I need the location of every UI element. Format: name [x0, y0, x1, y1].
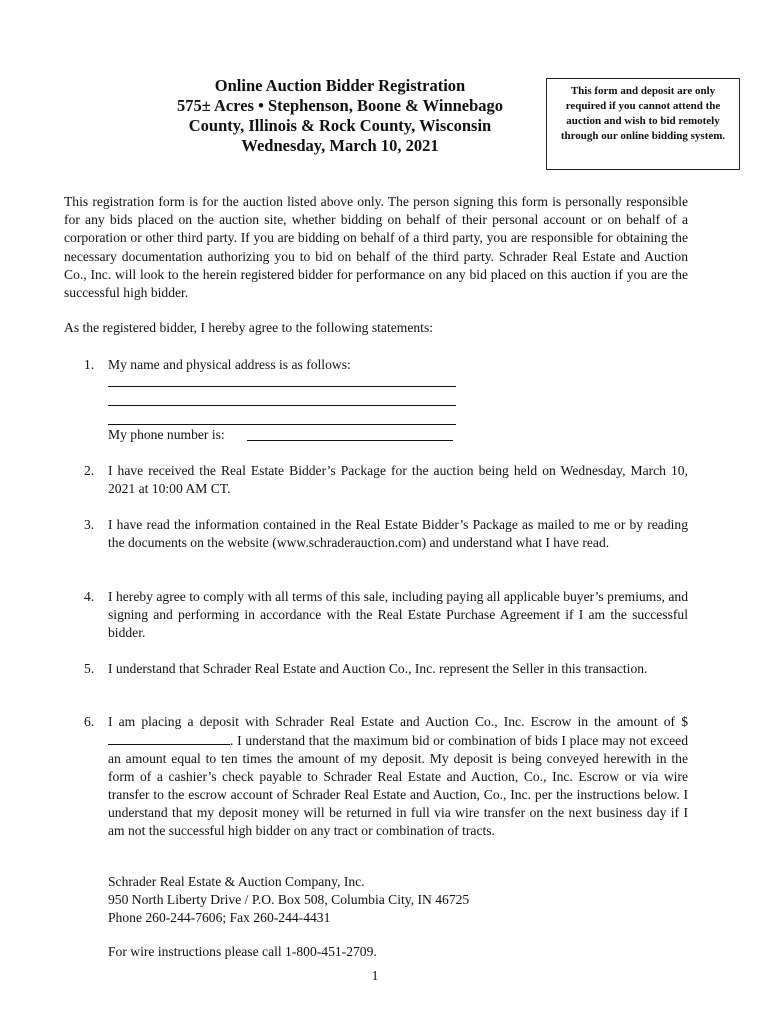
- phone-number-line[interactable]: [247, 440, 453, 441]
- address-line-2[interactable]: [108, 405, 456, 406]
- notice-text: This form and deposit are only required if you cannot attend the auction and wish to bid remotely through our online bidding system.: [560, 85, 726, 142]
- list-item-6: [84, 713, 688, 840]
- remote-bidding-notice: [546, 78, 740, 170]
- deposit-amount-blank[interactable]: [108, 731, 230, 745]
- intro-paragraph: This registration form is for the auction listed above only. The person signing this form is personally responsible for any bids placed on the auction site, whether bidding on behalf of their personal account or on behalf of a corporation or other third party. If you are bidding on behalf of a third party, you are responsible for obtaining the necessary documentation authorizing you to bid on behalf of the third party. Schrader Real Estate and Auction Co., Inc. will look to the herein registered bidder for performance on any bid placed on this auction if you are the successful high bidder.: [64, 194, 688, 301]
- item-text: My name and physical address is as follows:: [108, 357, 351, 372]
- item-number: 4.: [84, 589, 95, 604]
- list-item-5: [84, 660, 688, 678]
- title-line-1: Online Auction Bidder Registration: [214, 76, 466, 95]
- title-line-3: County, Illinois & Rock County, Wisconsin: [188, 116, 492, 135]
- page-number: 1: [371, 968, 379, 983]
- page-title: [150, 76, 530, 156]
- item-number: 6.: [84, 714, 95, 729]
- phone-label: My phone number is:: [108, 427, 225, 442]
- deposit-text-before: I am placing a deposit with Schrader Real Estate and Auction Co., Inc. Escrow in the amount of $: [108, 714, 688, 729]
- list-item-2: [84, 462, 688, 498]
- agreement-statement: As the registered bidder, I hereby agree to the following statements:: [64, 320, 434, 335]
- company-address: 950 North Liberty Drive / P.O. Box 508, Columbia City, IN 46725: [108, 892, 470, 907]
- item-number: 3.: [84, 517, 95, 532]
- item-text: I understand that Schrader Real Estate and Auction Co., Inc. represent the Seller in this transaction.: [108, 661, 648, 676]
- address-line-3[interactable]: [108, 424, 456, 425]
- item-number: 1.: [84, 357, 95, 372]
- list-item-1: [84, 356, 688, 374]
- deposit-text-after: . I understand that the maximum bid or combination of bids I place may not exceed an amount equal to ten times the amount of my deposit. My deposit is being conveyed herewith in the form of a cashier’s check payable to Schrader Real Estate and Auction, Co., Inc. Escrow or via wire transfer to the escrow account of Schrader Real Estate and Auction, Co., Inc. per the instructions below. I understand that my deposit money will be returned in full via wire transfer on the next business day if I am not the successful high bidder on any tract or combination of tracts.: [108, 733, 688, 838]
- company-phone: Phone 260-244-7606; Fax 260-244-4431: [108, 910, 331, 925]
- item-number: 2.: [84, 463, 95, 478]
- company-name: Schrader Real Estate & Auction Company, Inc.: [108, 874, 365, 889]
- title-line-2: 575± Acres • Stephenson, Boone & Winnebago: [176, 96, 504, 115]
- item-text: [108, 713, 688, 840]
- list-item-3: [84, 516, 688, 552]
- address-line-1[interactable]: [108, 386, 456, 387]
- item-number: 5.: [84, 661, 95, 676]
- title-line-4: Wednesday, March 10, 2021: [241, 136, 439, 155]
- wire-instructions: For wire instructions please call 1-800-451-2709.: [108, 944, 377, 959]
- item-text: I have read the information contained in the Real Estate Bidder’s Package as mailed to me or by reading the documents on the website (www.schraderauction.com) and understand what I have read.: [108, 517, 688, 550]
- list-item-4: [84, 588, 688, 642]
- item-text: I have received the Real Estate Bidder’s Package for the auction being held on Wednesday, March 10, 2021 at 10:00 AM CT.: [108, 463, 688, 496]
- company-contact: [108, 873, 668, 927]
- item-text: I hereby agree to comply with all terms of this sale, including paying all applicable buyer’s premiums, and signing and performing in accordance with the Real Estate Purchase Agreement if I am the successful bidder.: [108, 589, 688, 640]
